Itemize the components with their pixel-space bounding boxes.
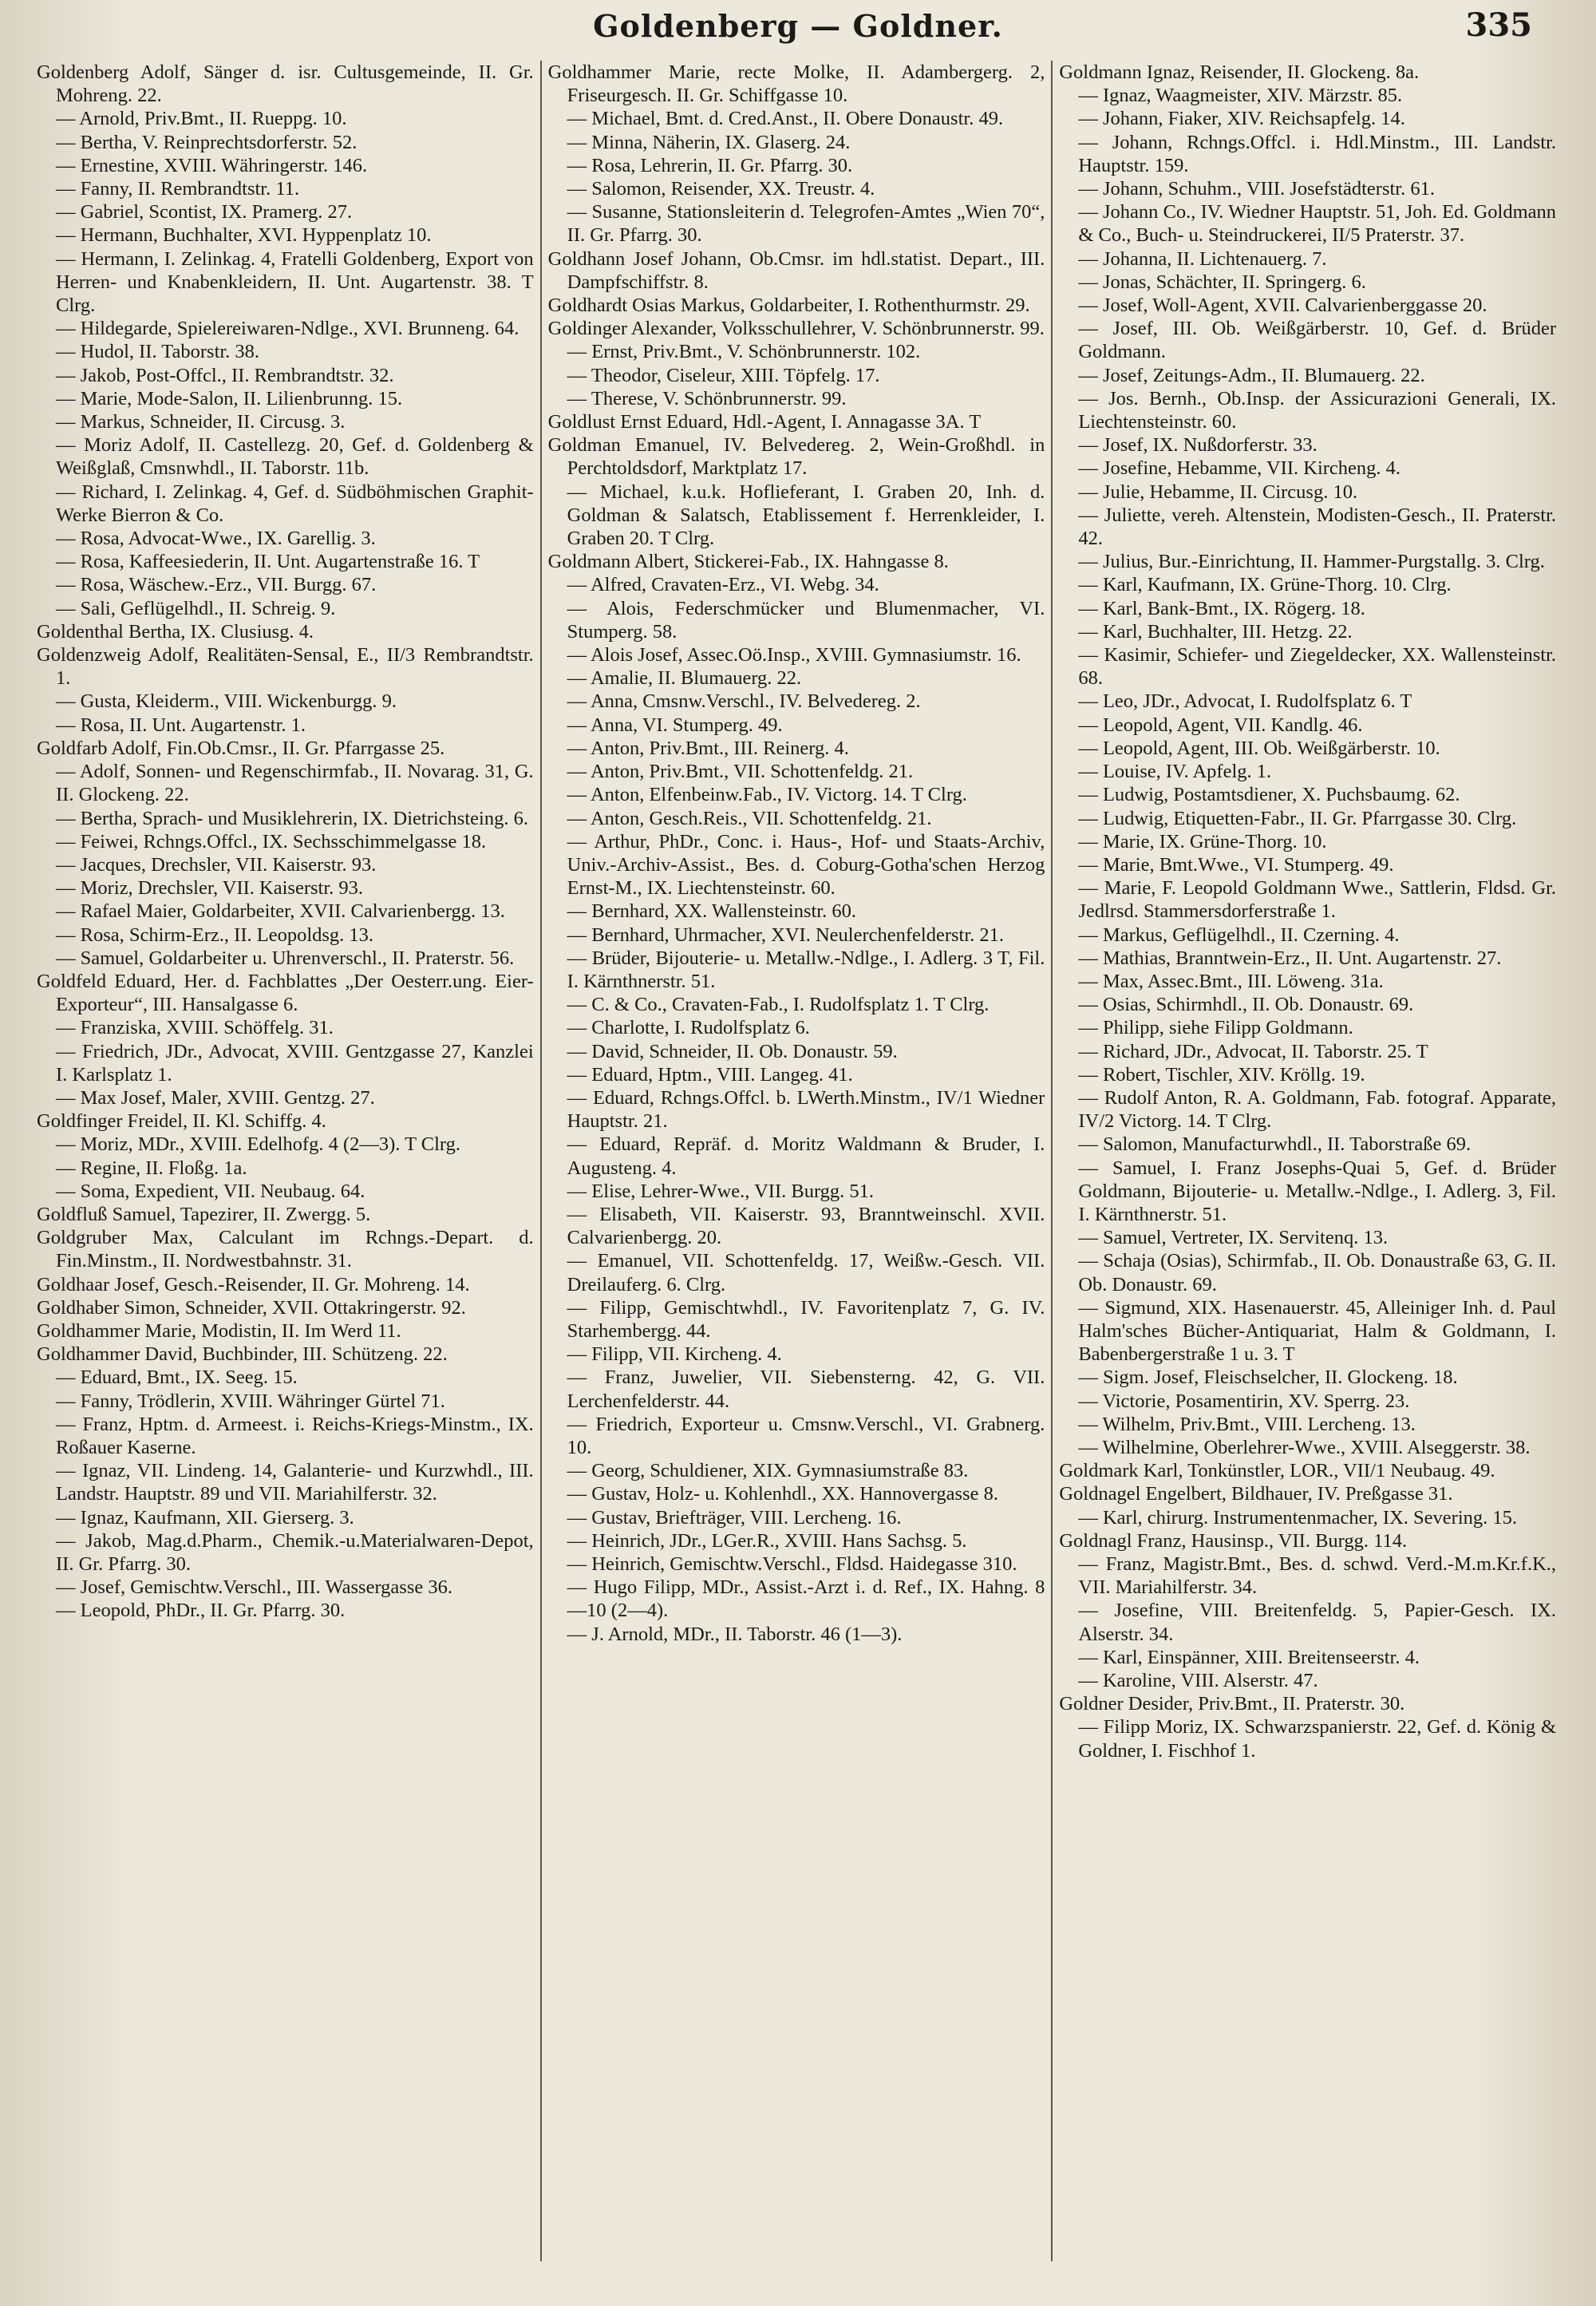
directory-sub-entry: — Gusta, Kleiderm., VIII. Wickenburgg. 9. xyxy=(56,690,397,713)
directory-sub-entry: — Samuel, I. Franz Josephs-Quai 5, Gef. d. Brüder Goldmann, Bijouterie- u. Metallw.-Ndlge., I. Adlerg. 3, Fil. I. Kärnthnerstr. 51. xyxy=(1078,1157,1557,1225)
directory-sub-entry: — Juliette, vereh. Altenstein, Modisten-Gesch., II. Praterstr. 42. xyxy=(1078,504,1557,550)
directory-sub-entry: — Markus, Geflügelhdl., II. Czerning. 4. xyxy=(1078,924,1400,946)
directory-sub-entry: — Adolf, Sonnen- und Regenschirmfab., II. Novarag. 31, G. II. Glockeng. 22. xyxy=(56,761,534,806)
directory-sub-entry: — Johann, Schuhm., VIII. Josefstädterstr. 61. xyxy=(1078,178,1435,200)
directory-sub-entry: — Ignaz, VII. Lindeng. 14, Galanterie- und Kurzwhdl., III. Landstr. Hauptstr. 89 und VII. Mariahilferstr. 32. xyxy=(56,1460,534,1505)
directory-sub-entry: — Marie, Bmt.Wwe., VI. Stumperg. 49. xyxy=(1078,853,1394,876)
directory-sub-entry: — Franziska, XVIII. Schöffelg. 31. xyxy=(56,1017,334,1039)
directory-sub-entry: — Rafael Maier, Goldarbeiter, XVII. Calvarienbergg. 13. xyxy=(56,900,505,923)
directory-sub-entry: — Karl, Einspänner, XIII. Breitenseerstr. 4. xyxy=(1078,1646,1420,1668)
directory-sub-entry: — Kasimir, Schiefer- und Ziegeldecker, XX. Wallensteinstr. 68. xyxy=(1078,644,1557,690)
directory-surname-entry: Goldmann Ignaz, Reisender, II. Glockeng. 8a. xyxy=(1059,61,1420,83)
directory-sub-entry: — Michael, Bmt. d. Cred.Anst., II. Obere Donaustr. 49. xyxy=(567,108,1004,130)
directory-sub-entry: — Victorie, Posamentirin, XV. Sperrg. 23. xyxy=(1078,1390,1410,1412)
directory-sub-entry: — Fanny, II. Rembrandtstr. 11. xyxy=(56,178,300,200)
directory-sub-entry: — Marie, F. Leopold Goldmann Wwe., Sattlerin, Fldsd. Gr. Jedlrsd. Stammersdorferstraße 1. xyxy=(1078,877,1557,923)
directory-sub-entry: — Arthur, PhDr., Conc. i. Haus-, Hof- und Staats-Archiv, Univ.-Archiv-Assist., Bes. d. Coburg-Gotha'schen Herzog Ernst-M., IX. Liechtensteinstr. 60. xyxy=(567,830,1045,900)
directory-surname-entry: Goldhaar Josef, Gesch.-Reisender, II. Gr. Mohreng. 14. xyxy=(37,1273,470,1295)
directory-sub-entry: — Ernst, Priv.Bmt., V. Schönbrunnerstr. 102. xyxy=(567,341,921,363)
directory-sub-entry: — Hermann, Buchhalter, XVI. Hyppenplatz 10. xyxy=(56,224,432,247)
directory-sub-entry: — Jacques, Drechsler, VII. Kaiserstr. 93. xyxy=(56,853,377,876)
directory-sub-entry: — Julie, Hebamme, II. Circusg. 10. xyxy=(1078,481,1358,503)
directory-sub-entry: — Karl, Kaufmann, IX. Grüne-Thorg. 10. Clrg. xyxy=(1078,574,1452,596)
directory-sub-entry: — Hudol, II. Taborstr. 38. xyxy=(56,341,260,363)
directory-sub-entry: — Franz, Juwelier, VII. Siebensterng. 42, G. VII. Lerchenfelderstr. 44. xyxy=(567,1367,1045,1412)
directory-sub-entry: — Marie, IX. Grüne-Thorg. 10. xyxy=(1078,830,1327,852)
directory-sub-entry: — Minna, Näherin, IX. Glaserg. 24. xyxy=(567,131,851,153)
directory-columns xyxy=(37,61,1562,2261)
directory-sub-entry: — Jos. Bernh., Ob.Insp. der Assicurazioni Generali, IX. Liechtensteinstr. 60. xyxy=(1078,387,1557,433)
directory-sub-entry: — Johann, Rchngs.Offcl. i. Hdl.Minstm., III. Landstr. Hauptstr. 159. xyxy=(1078,131,1557,176)
directory-sub-entry: — Philipp, siehe Filipp Goldmann. xyxy=(1078,1017,1353,1039)
directory-sub-entry: — Leopold, PhDr., II. Gr. Pfarrg. 30. xyxy=(56,1600,346,1622)
directory-sub-entry: — Bernhard, Uhrmacher, XVI. Neulerchenfelderstr. 21. xyxy=(567,924,1005,946)
column-2 xyxy=(540,61,1052,2261)
directory-sub-entry: — Alois, Federschmücker und Blumenmacher, VI. Stumperg. 58. xyxy=(567,597,1045,643)
directory-sub-entry: — Moriz, MDr., XVIII. Edelhofg. 4 (2—3). T Clrg. xyxy=(56,1133,460,1156)
directory-sub-entry: — Josef, IX. Nußdorferstr. 33. xyxy=(1078,434,1317,457)
directory-sub-entry: — Salomon, Manufacturwhdl., II. Taborstraße 69. xyxy=(1078,1133,1472,1156)
directory-surname-entry: Goldenzweig Adolf, Realitäten-Sensal, E., II/3 Rembrandtstr. 1. xyxy=(37,644,534,690)
directory-sub-entry: — Moriz Adolf, II. Castellezg. 20, Gef. d. Goldenberg & Weißglaß, Cmsnwhdl., II. Taborstr. 11b. xyxy=(56,434,534,480)
running-head: Goldenberg — Goldner. xyxy=(593,8,1003,44)
page-number: 335 xyxy=(1465,6,1532,44)
directory-sub-entry: — Elise, Lehrer-Wwe., VII. Burgg. 51. xyxy=(567,1180,875,1202)
directory-sub-entry: — Friedrich, Exporteur u. Cmsnw.Verschl., VI. Grabnerg. 10. xyxy=(567,1413,1045,1458)
directory-sub-entry: — Salomon, Reisender, XX. Treustr. 4. xyxy=(567,178,875,200)
directory-sub-entry: — Josef, III. Ob. Weißgärberstr. 10, Gef. d. Brüder Goldmann. xyxy=(1078,318,1557,363)
directory-sub-entry: — Johanna, II. Lichtenauerg. 7. xyxy=(1078,247,1327,270)
directory-sub-entry: — Filipp Moriz, IX. Schwarzspanierstr. 22, Gef. d. König & Goldner, I. Fischhof 1. xyxy=(1078,1716,1557,1762)
directory-surname-entry: Goldnagel Engelbert, Bildhauer, IV. Preßgasse 31. xyxy=(1059,1483,1453,1505)
directory-sub-entry: — J. Arnold, MDr., II. Taborstr. 46 (1—3). xyxy=(567,1623,903,1645)
directory-sub-entry: — Jakob, Mag.d.Pharm., Chemik.-u.Materialwaren-Depot, II. Gr. Pfarrg. 30. xyxy=(56,1529,534,1575)
directory-sub-entry: — Sigmund, XIX. Hasenauerstr. 45, Alleiniger Inh. d. Paul Halm'sches Bücher-Antiquariat, Halm & Goldmann, I. Babenbergerstraße 1 u. 3. T xyxy=(1078,1296,1557,1366)
directory-sub-entry: — Marie, Mode-Salon, II. Lilienbrunng. 15. xyxy=(56,387,403,409)
directory-sub-entry: — Wilhelmine, Oberlehrer-Wwe., XVIII. Alseggerstr. 38. xyxy=(1078,1436,1531,1458)
directory-sub-entry: — Karl, Buchhalter, III. Hetzg. 22. xyxy=(1078,620,1353,643)
directory-surname-entry: Goldmark Karl, Tonkünstler, LOR., VII/1 Neubaug. 49. xyxy=(1059,1460,1495,1482)
directory-sub-entry: — Hermann, I. Zelinkag. 4, Fratelli Goldenberg, Export von Herren- und Knabenkleidern, II. Unt. Augartenstr. 38. T Clrg. xyxy=(56,247,534,317)
directory-sub-entry: — Karoline, VIII. Alserstr. 47. xyxy=(1078,1670,1318,1692)
directory-surname-entry: Goldfluß Samuel, Tapezirer, II. Zwergg. 5. xyxy=(37,1203,371,1225)
directory-sub-entry: — Josef, Gemischtw.Verschl., III. Wassergasse 36. xyxy=(56,1576,452,1599)
directory-sub-entry: — Friedrich, JDr., Advocat, XVIII. Gentzgasse 27, Kanzlei I. Karlsplatz 1. xyxy=(56,1040,534,1086)
directory-sub-entry: — Anton, Priv.Bmt., VII. Schottenfeldg. 21. xyxy=(567,761,914,783)
directory-sub-entry: — Elisabeth, VII. Kaiserstr. 93, Branntweinschl. XVII. Calvarienbergg. 20. xyxy=(567,1203,1045,1249)
directory-sub-entry: — Robert, Tischler, XIV. Kröllg. 19. xyxy=(1078,1063,1365,1086)
directory-sub-entry: — Gustav, Holz- u. Kohlenhdl., XX. Hannovergasse 8. xyxy=(567,1483,998,1505)
directory-sub-entry: — Wilhelm, Priv.Bmt., VIII. Lercheng. 13. xyxy=(1078,1413,1416,1435)
directory-sub-entry: — Rosa, II. Unt. Augartenstr. 1. xyxy=(56,714,306,736)
directory-sub-entry: — Hugo Filipp, MDr., Assist.-Arzt i. d. Ref., IX. Hahng. 8—10 (2—4). xyxy=(567,1576,1045,1622)
directory-sub-entry: — Richard, JDr., Advocat, II. Taborstr. 25. T xyxy=(1078,1040,1428,1062)
directory-sub-entry: — Bertha, Sprach- und Musiklehrerin, IX. Dietrichsteing. 6. xyxy=(56,807,528,829)
column-3 xyxy=(1051,61,1562,2261)
directory-sub-entry: — Anna, Cmsnw.Verschl., IV. Belvedereg. 2. xyxy=(567,690,921,713)
directory-sub-entry: — Gabriel, Scontist, IX. Pramerg. 27. xyxy=(56,201,353,223)
directory-sub-entry: — Filipp, VII. Kircheng. 4. xyxy=(567,1343,782,1366)
directory-sub-entry: — Anna, VI. Stumperg. 49. xyxy=(567,714,783,736)
directory-sub-entry: — Markus, Schneider, II. Circusg. 3. xyxy=(56,411,346,433)
column-1 xyxy=(37,61,540,2261)
directory-surname-entry: Goldhardt Osias Markus, Goldarbeiter, I. Rothenthurmstr. 29. xyxy=(547,295,1030,317)
directory-sub-entry: — Anton, Gesch.Reis., VII. Schottenfeldg. 21. xyxy=(567,807,932,829)
directory-surname-entry: Goldenthal Bertha, IX. Clusiusg. 4. xyxy=(37,620,314,643)
directory-sub-entry: — Osias, Schirmhdl., II. Ob. Donaustr. 69. xyxy=(1078,994,1414,1016)
directory-sub-entry: — Ludwig, Etiquetten-Fabr., II. Gr. Pfarrgasse 30. Clrg. xyxy=(1078,807,1517,829)
directory-sub-entry: — Emanuel, VII. Schottenfeldg. 17, Weißw.-Gesch. VII. Dreilauferg. 6. Clrg. xyxy=(567,1250,1045,1295)
directory-sub-entry: — Moriz, Drechsler, VII. Kaiserstr. 93. xyxy=(56,877,364,900)
directory-sub-entry: — Josefine, VIII. Breitenfeldg. 5, Papier-Gesch. IX. Alserstr. 34. xyxy=(1078,1600,1557,1645)
directory-sub-entry: — Bertha, V. Reinprechtsdorferstr. 52. xyxy=(56,131,358,153)
directory-sub-entry: — Eduard, Hptm., VIII. Langeg. 41. xyxy=(567,1063,853,1086)
page-header xyxy=(32,6,1564,45)
directory-sub-entry: — Franz, Hptm. d. Armeest. i. Reichs-Kriegs-Minstm., IX. Roßauer Kaserne. xyxy=(56,1413,534,1458)
directory-sub-entry: — Bernhard, XX. Wallensteinstr. 60. xyxy=(567,900,856,923)
directory-sub-entry: — Rosa, Wäschew.-Erz., VII. Burgg. 67. xyxy=(56,574,377,596)
directory-sub-entry: — Rosa, Advocat-Wwe., IX. Garellig. 3. xyxy=(56,528,376,550)
directory-surname-entry: Goldman Emanuel, IV. Belvedereg. 2, Wein-Großhdl. in Perchtoldsdorf, Marktplatz 17. xyxy=(547,434,1045,480)
directory-sub-entry: — Filipp, Gemischtwhdl., IV. Favoritenplatz 7, G. IV. Starhembergg. 44. xyxy=(567,1296,1045,1342)
directory-sub-entry: — Ludwig, Postamtsdiener, X. Puchsbaumg. 62. xyxy=(1078,784,1460,806)
directory-sub-entry: — Eduard, Rchngs.Offcl. b. LWerth.Minstm., IV/1 Wiedner Hauptstr. 21. xyxy=(567,1086,1045,1133)
directory-surname-entry: Goldhann Josef Johann, Ob.Cmsr. im hdl.statist. Depart., III. Dampfschiffstr. 8. xyxy=(547,247,1045,293)
directory-sub-entry: — Arnold, Priv.Bmt., II. Rueppg. 10. xyxy=(56,108,347,130)
directory-sub-entry: — Alois Josef, Assec.Oö.Insp., XVIII. Gymnasiumstr. 16. xyxy=(567,644,1021,666)
directory-sub-entry: — Jonas, Schächter, II. Springerg. 6. xyxy=(1078,271,1366,293)
directory-sub-entry: — Sigm. Josef, Fleischselcher, II. Glockeng. 18. xyxy=(1078,1367,1458,1389)
directory-sub-entry: — Hildegarde, Spielereiwaren-Ndlge., XVI. Brunneng. 64. xyxy=(56,318,519,340)
directory-sub-entry: — Richard, I. Zelinkag. 4, Gef. d. Südböhmischen Graphit-Werke Bierron & Co. xyxy=(56,481,534,526)
directory-sub-entry: — Eduard, Bmt., IX. Seeg. 15. xyxy=(56,1367,298,1389)
directory-sub-entry: — Mathias, Branntwein-Erz., II. Unt. Augartenstr. 27. xyxy=(1078,947,1502,969)
directory-surname-entry: Goldinger Alexander, Volksschullehrer, V. Schönbrunnerstr. 99. xyxy=(547,318,1045,340)
directory-surname-entry: Goldhaber Simon, Schneider, XVII. Ottakringerstr. 92. xyxy=(37,1296,466,1319)
directory-sub-entry: — Leo, JDr., Advocat, I. Rudolfsplatz 6. T xyxy=(1078,690,1412,713)
directory-sub-entry: — Anton, Elfenbeinw.Fab., IV. Victorg. 14. T Clrg. xyxy=(567,784,967,806)
directory-surname-entry: Goldhammer Marie, Modistin, II. Im Werd 11. xyxy=(37,1319,401,1342)
directory-sub-entry: — Feiwei, Rchngs.Offcl., IX. Sechsschimmelgasse 18. xyxy=(56,830,487,852)
directory-sub-entry: — Alfred, Cravaten-Erz., VI. Webg. 34. xyxy=(567,574,879,596)
directory-sub-entry: — Michael, k.u.k. Hoflieferant, I. Graben 20, Inh. d. Goldman & Salatsch, Etablissement f. Herrenkleider, I. Graben 20. T Clrg. xyxy=(567,481,1045,550)
directory-surname-entry: Goldfeld Eduard, Her. d. Fachblattes „Der Oesterr.ung. Eier-Exporteur“, III. Hansalgasse 6. xyxy=(37,970,534,1016)
directory-sub-entry: — Georg, Schuldiener, XIX. Gymnasiumstraße 83. xyxy=(567,1460,969,1482)
directory-sub-entry: — Brüder, Bijouterie- u. Metallw.-Ndlge., I. Adlerg. 3 T, Fil. I. Kärnthnerstr. 51. xyxy=(567,947,1045,992)
directory-sub-entry: — Fanny, Trödlerin, XVIII. Währinger Gürtel 71. xyxy=(56,1390,445,1412)
directory-sub-entry: — Rosa, Kaffeesiederin, II. Unt. Augartenstraße 16. T xyxy=(56,551,480,573)
directory-sub-entry: — Louise, IV. Apfelg. 1. xyxy=(1078,761,1272,783)
directory-sub-entry: — Johann Co., IV. Wiedner Hauptstr. 51, Joh. Ed. Goldmann & Co., Buch- u. Steindruckerei, II/5 Praterstr. 37. xyxy=(1078,201,1557,247)
directory-sub-entry: — Amalie, II. Blumauerg. 22. xyxy=(567,667,802,690)
directory-sub-entry: — Samuel, Vertreter, IX. Servitenq. 13. xyxy=(1078,1227,1389,1249)
directory-sub-entry: — Heinrich, JDr., LGer.R., XVIII. Hans Sachsg. 5. xyxy=(567,1529,967,1552)
directory-sub-entry: — Charlotte, I. Rudolfsplatz 6. xyxy=(567,1017,810,1039)
directory-sub-entry: — Gustav, Briefträger, VIII. Lercheng. 16. xyxy=(567,1506,902,1529)
directory-sub-entry: — Schaja (Osias), Schirmfab., II. Ob. Donaustraße 63, G. II. Ob. Donaustr. 69. xyxy=(1078,1250,1557,1295)
directory-surname-entry: Goldhammer David, Buchbinder, III. Schützeng. 22. xyxy=(37,1343,448,1366)
directory-sub-entry: — Julius, Bur.-Einrichtung, II. Hammer-Purgstallg. 3. Clrg. xyxy=(1078,551,1545,573)
directory-sub-entry: — Sali, Geflügelhdl., II. Schreig. 9. xyxy=(56,597,336,619)
directory-surname-entry: Goldfarb Adolf, Fin.Ob.Cmsr., II. Gr. Pfarrgasse 25. xyxy=(37,737,445,759)
directory-surname-entry: Goldhammer Marie, recte Molke, II. Adambergerg. 2, Friseurgesch. II. Gr. Schiffgasse 10. xyxy=(547,61,1045,107)
directory-surname-entry: Goldner Desider, Priv.Bmt., II. Praterstr. 30. xyxy=(1059,1693,1405,1715)
directory-sub-entry: — Ernestine, XVIII. Währingerstr. 146. xyxy=(56,154,368,176)
directory-sub-entry: — David, Schneider, II. Ob. Donaustr. 59. xyxy=(567,1040,898,1062)
directory-sub-entry: — Ignaz, Kaufmann, XII. Gierserg. 3. xyxy=(56,1506,354,1529)
directory-sub-entry: — Jakob, Post-Offcl., II. Rembrandtstr. 32. xyxy=(56,364,394,386)
directory-sub-entry: — Josef, Woll-Agent, XVII. Calvarienberggasse 20. xyxy=(1078,295,1487,317)
directory-sub-entry: — Theodor, Ciseleur, XIII. Töpfelg. 17. xyxy=(567,364,880,386)
directory-sub-entry: — Regine, II. Floßg. 1a. xyxy=(56,1157,247,1179)
directory-surname-entry: Goldgruber Max, Calculant im Rchngs.-Depart. d. Fin.Minstm., II. Nordwestbahnstr. 31. xyxy=(37,1227,534,1272)
directory-sub-entry: — Heinrich, Gemischtw.Verschl., Fldsd. Haidegasse 310. xyxy=(567,1553,1017,1575)
directory-surname-entry: Goldlust Ernst Eduard, Hdl.-Agent, I. Annagasse 3A. T xyxy=(547,411,982,433)
directory-sub-entry: — Karl, chirurg. Instrumentenmacher, IX. Severing. 15. xyxy=(1078,1506,1518,1529)
directory-sub-entry: — Max Josef, Maler, XVIII. Gentzg. 27. xyxy=(56,1086,375,1109)
directory-sub-entry: — Max, Assec.Bmt., III. Löweng. 31a. xyxy=(1078,970,1384,992)
directory-surname-entry: Goldnagl Franz, Hausinsp., VII. Burgg. 114. xyxy=(1059,1529,1408,1552)
directory-sub-entry: — Leopold, Agent, VII. Kandlg. 46. xyxy=(1078,714,1363,736)
directory-sub-entry: — Ignaz, Waagmeister, XIV. Märzstr. 85. xyxy=(1078,85,1403,107)
directory-sub-entry: — Susanne, Stationsleiterin d. Telegrofen-Amtes „Wien 70“, II. Gr. Pfarrg. 30. xyxy=(567,201,1045,247)
directory-sub-entry: — Rosa, Lehrerin, II. Gr. Pfarrg. 30. xyxy=(567,154,853,176)
directory-sub-entry: — C. & Co., Cravaten-Fab., I. Rudolfsplatz 1. T Clrg. xyxy=(567,994,990,1016)
directory-sub-entry: — Franz, Magistr.Bmt., Bes. d. schwd. Verd.-M.m.Kr.f.K., VII. Mariahilferstr. 34. xyxy=(1078,1553,1557,1599)
directory-sub-entry: — Johann, Fiaker, XIV. Reichsapfelg. 14. xyxy=(1078,108,1405,130)
directory-sub-entry: — Rudolf Anton, R. A. Goldmann, Fab. fotograf. Apparate, IV/2 Victorg. 14. T Clrg. xyxy=(1078,1086,1557,1133)
directory-sub-entry: — Karl, Bank-Bmt., IX. Rögerg. 18. xyxy=(1078,597,1365,619)
directory-surname-entry: Goldfinger Freidel, II. Kl. Schiffg. 4. xyxy=(37,1110,326,1133)
directory-sub-entry: — Josef, Zeitungs-Adm., II. Blumauerg. 22. xyxy=(1078,364,1425,386)
directory-sub-entry: — Therese, V. Schönbrunnerstr. 99. xyxy=(567,387,847,409)
directory-sub-entry: — Samuel, Goldarbeiter u. Uhrenverschl., II. Praterstr. 56. xyxy=(56,947,515,969)
directory-surname-entry: Goldenberg Adolf, Sänger d. isr. Cultusgemeinde, II. Gr. Mohreng. 22. xyxy=(37,61,534,107)
directory-sub-entry: — Leopold, Agent, III. Ob. Weißgärberstr. 10. xyxy=(1078,737,1440,759)
directory-sub-entry: — Soma, Expedient, VII. Neubaug. 64. xyxy=(56,1180,365,1202)
directory-surname-entry: Goldmann Albert, Stickerei-Fab., IX. Hahngasse 8. xyxy=(547,551,949,573)
directory-sub-entry: — Josefine, Hebamme, VII. Kircheng. 4. xyxy=(1078,457,1401,480)
directory-sub-entry: — Eduard, Repräf. d. Moritz Waldmann & Bruder, I. Augusteng. 4. xyxy=(567,1133,1045,1179)
directory-sub-entry: — Rosa, Schirm-Erz., II. Leopoldsg. 13. xyxy=(56,924,374,946)
directory-sub-entry: — Anton, Priv.Bmt., III. Reinerg. 4. xyxy=(567,737,849,759)
